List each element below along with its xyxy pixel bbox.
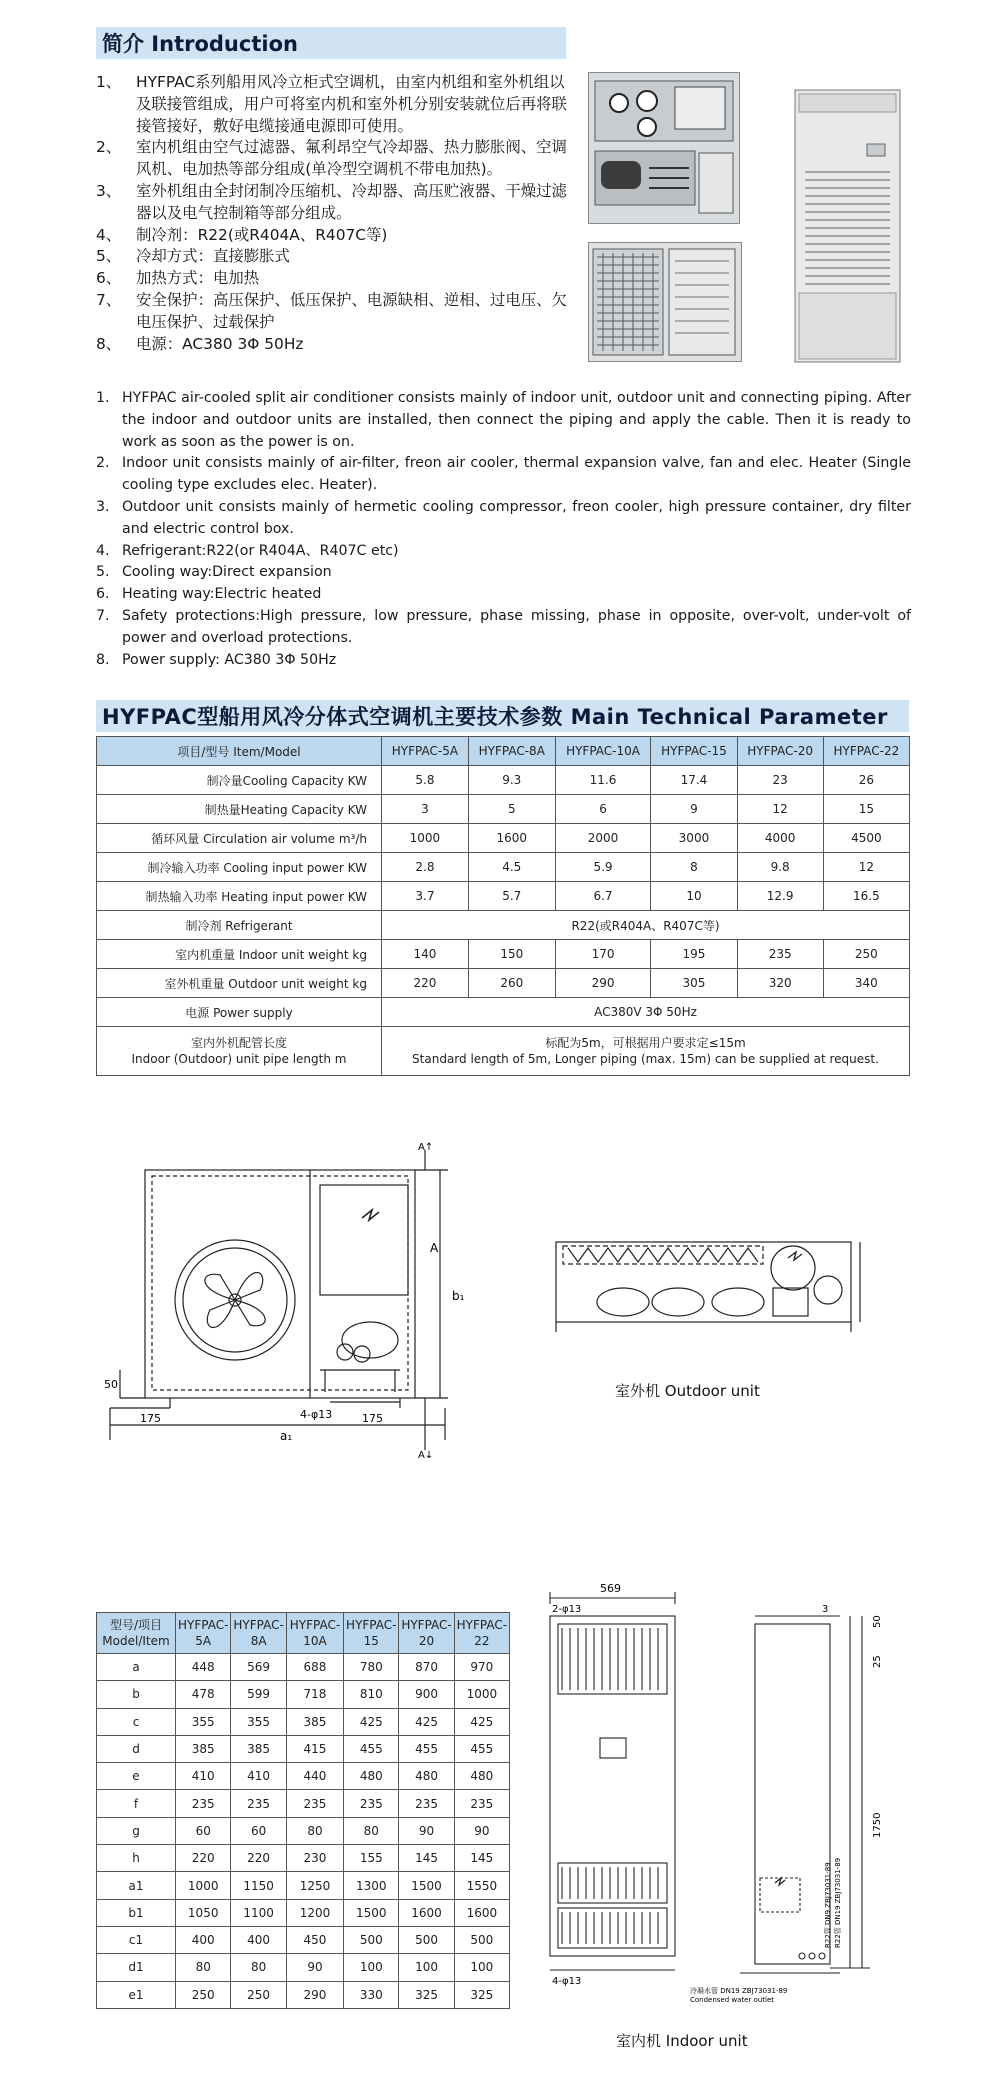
pipe-value-cn: 标配为5m，可根据用户要求定≤15m <box>545 1036 746 1050</box>
table-row: 室内机重量 Indoor unit weight kg 140 150 170 195 235 250 <box>97 940 910 969</box>
dim-header-model: HYFPAC-15 <box>344 1613 399 1654</box>
table-row: 制冷输入功率 Cooling input power KW 2.8 4.5 5.9 8 9.8 12 <box>97 853 910 882</box>
dim-175-right: 175 <box>362 1412 383 1425</box>
table-row: c1 400 400 450 500 500 500 <box>97 1926 510 1953</box>
dim-569: 569 <box>600 1582 621 1595</box>
table-row: b1 1050 1100 1200 1500 1600 1600 <box>97 1899 510 1926</box>
spec-table <box>96 736 910 1076</box>
list-item: 3、 室外机组由全封闭制冷压缩机、冷却器、高压贮液器、干燥过滤器以及电气控制箱等部分组成。 <box>96 181 567 222</box>
section-A: A <box>430 1241 439 1255</box>
table-row: 电源 Power supply AC380V 3Φ 50Hz <box>97 998 910 1027</box>
table-row: a1 1000 1150 1250 1300 1500 1550 <box>97 1872 510 1899</box>
list-item: 2、 室内机组由空气过滤器、氟利昂空气冷却器、热力膨胀阀、空调风机、电加热等部分组成(单冷型空调机不带电加热)。 <box>96 138 567 179</box>
pipe-label-en: Indoor (Outdoor) unit pipe length m <box>131 1052 347 1066</box>
dim-holes-top: 2-φ13 <box>552 1604 582 1615</box>
pipe1-label: R22管 DN19 ZBJ73031-89 <box>834 1857 842 1948</box>
dim-b1: b₁ <box>452 1289 465 1303</box>
table-row: b 478 599 718 810 900 1000 <box>97 1681 510 1708</box>
params-heading: HYFPAC型船用风冷分体式空调机主要技术参数 Main Technical Parameter <box>96 700 909 732</box>
table-row: 室外机重量 Outdoor unit weight kg 220 260 290 305 320 340 <box>97 969 910 998</box>
list-item: 7. Safety protections:High pressure, low pressure, phase missing, phase in opposite, over-volt, under-volt of power and overload protections. <box>96 607 911 646</box>
list-item: 6、 加热方式：电加热 <box>96 269 260 288</box>
table-row: e1 250 250 290 330 325 325 <box>97 1981 510 2008</box>
spec-header-model: HYFPAC-22 <box>823 737 909 766</box>
pipe-label-cn: 室内外机配管长度 <box>190 1036 287 1050</box>
outdoor-unit-photo-top <box>588 72 740 224</box>
drain-label-en: Condensed water outlet <box>690 1996 775 2004</box>
dim-header-model: HYFPAC-8A <box>231 1613 286 1654</box>
intro-en-list <box>96 388 911 671</box>
dim-header-model: HYFPAC-20 <box>399 1613 454 1654</box>
spec-header-label: 项目/型号 Item/Model <box>97 737 382 766</box>
list-item: 8、 电源：AC380 3Φ 50Hz <box>96 334 304 353</box>
table-row: 制冷量Cooling Capacity KW 5.8 9.3 11.6 17.4 23 26 <box>97 766 910 795</box>
dim-header-model: HYFPAC-22 <box>454 1613 509 1654</box>
outdoor-unit-front-drawing <box>100 1140 485 1460</box>
dim-holes: 4-φ13 <box>300 1408 333 1421</box>
dim-header-label: 型号/项目 Model/Item <box>97 1613 176 1654</box>
dim-header-model: HYFPAC-10A <box>286 1613 343 1654</box>
pipe-value-en: Standard length of 5m, Longer piping (max. 15m) can be supplied at request. <box>412 1052 879 1066</box>
list-item: 8. Power supply: AC380 3Φ 50Hz <box>96 651 337 668</box>
table-row: d 385 385 415 455 455 455 <box>97 1735 510 1762</box>
section-A-bottom: A↓ <box>418 1450 434 1460</box>
list-item: 1、 HYFPAC系列船用风冷立柜式空调机，由室内机组和室外机组以及联接管组成，用户可将室内机和室外机分别安装就位后再将联接管接好，敷好电缆接通电源即可使用。 <box>96 73 567 135</box>
table-row: f 235 235 235 235 235 235 <box>97 1790 510 1817</box>
list-item: 4、 制冷剂：R22(或R404A、R407C等) <box>96 225 388 244</box>
dim-175-left: 175 <box>140 1412 161 1425</box>
drain-label: 冷凝水管 DN19 ZBJ73031-89 <box>690 1987 788 1995</box>
spec-header-model: HYFPAC-8A <box>468 737 555 766</box>
table-row: d1 80 80 90 100 100 100 <box>97 1954 510 1981</box>
outdoor-unit-caption: 室外机 Outdoor unit <box>615 1382 760 1400</box>
spec-header-model: HYFPAC-10A <box>555 737 651 766</box>
table-row: e 410 410 440 480 480 480 <box>97 1763 510 1790</box>
table-row <box>97 1027 910 1076</box>
table-row: 制热输入功率 Heating input power KW 3.7 5.7 6.7 10 12.9 16.5 <box>97 882 910 911</box>
list-item: 6. Heating way:Electric heated <box>96 586 322 603</box>
indoor-unit-photo <box>785 88 910 366</box>
list-item: 5、 冷却方式：直接膨胀式 <box>96 247 290 266</box>
section-A-top: A↑ <box>418 1142 434 1153</box>
spec-header-model: HYFPAC-15 <box>651 737 737 766</box>
intro-cn-list <box>96 72 571 355</box>
intro-heading: 简介 Introduction <box>96 27 566 59</box>
pipe2-label: R22管 DN9 ZBJ73031-89 <box>824 1862 832 1948</box>
spec-header-model: HYFPAC-20 <box>737 737 823 766</box>
list-item: 2. Indoor unit consists mainly of air-filter, freon air cooler, thermal expansion valve, fan and elec. Heater (Single cooling type excludes elec. Heater). <box>96 455 911 494</box>
list-item: 7、 安全保护：高压保护、低压保护、电源缺相、逆相、过电压、欠电压保护、过载保护 <box>96 290 567 331</box>
table-row: a 448 569 688 780 870 970 <box>97 1654 510 1681</box>
table-row: 循环风量 Circulation air volume m³/h 1000 1600 2000 3000 4000 4500 <box>97 824 910 853</box>
dim-50: 50 <box>872 1615 883 1628</box>
indoor-unit-drawing <box>540 1578 900 2008</box>
table-row: g 60 60 80 80 90 90 <box>97 1817 510 1844</box>
dimension-table <box>96 1612 510 2009</box>
list-item: 1. HYFPAC air-cooled split air conditioner consists mainly of indoor unit, outdoor unit and connecting piping. After the indoor and outdoor units are installed, then connect the piping and apply the cable. Then it is ready to work as soon as the power is on. <box>96 390 911 450</box>
dim-holes-bottom: 4-φ13 <box>552 1976 582 1987</box>
outdoor-unit-side-drawing <box>548 1228 873 1348</box>
list-item: 4. Refrigerant:R22(or R404A、R407C etc) <box>96 542 399 559</box>
dim-25: 25 <box>872 1655 883 1668</box>
table-row: 制冷剂 Refrigerant R22(或R404A、R407C等) <box>97 911 910 940</box>
list-item: 5. Cooling way:Direct expansion <box>96 564 332 581</box>
table-row: h 220 220 230 155 145 145 <box>97 1845 510 1872</box>
list-item: 3. Outdoor unit consists mainly of hermetic cooling compressor, freon cooler, high pressure container, dry filter and electric control box. <box>96 498 911 537</box>
spec-header-model: HYFPAC-5A <box>382 737 469 766</box>
outdoor-unit-photo-bottom <box>588 242 742 362</box>
table-row: 制热量Heating Capacity KW 3 5 6 9 12 15 <box>97 795 910 824</box>
table-row: c 355 355 385 425 425 425 <box>97 1708 510 1735</box>
dim-3: 3 <box>822 1604 829 1615</box>
dim-50: 50 <box>104 1378 118 1391</box>
indoor-unit-caption: 室内机 Indoor unit <box>616 2032 748 2050</box>
dim-header-model: HYFPAC-5A <box>176 1613 231 1654</box>
dim-a1: a₁ <box>280 1429 293 1443</box>
dim-1750: 1750 <box>872 1812 883 1838</box>
